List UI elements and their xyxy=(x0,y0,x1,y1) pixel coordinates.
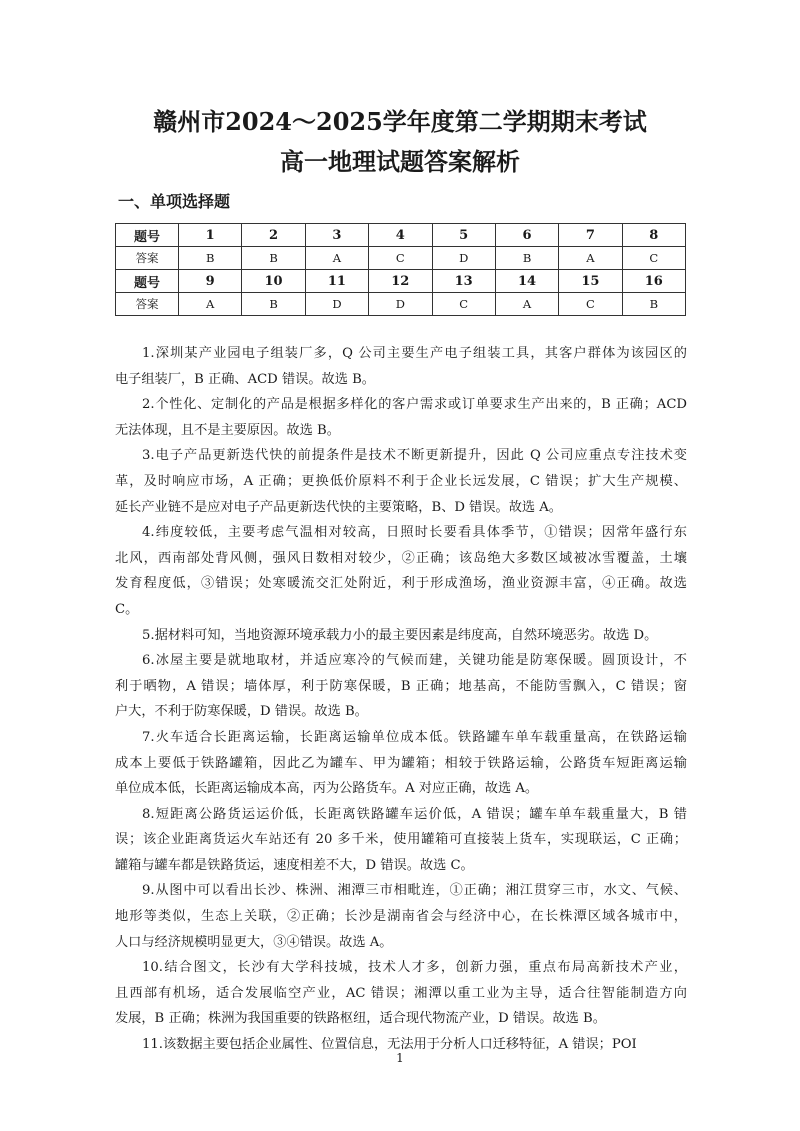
answer-table-number-row xyxy=(116,270,686,293)
answer-cell: B xyxy=(622,293,685,316)
question-number-cell: 13 xyxy=(432,270,495,293)
explanation-paragraph xyxy=(115,648,687,725)
explanation-line: 1.深圳某产业园电子组装厂多，Q 公司主要生产电子组装工具，其客户群体为该园区的 xyxy=(142,346,687,361)
answer-cell: B xyxy=(495,247,558,270)
answer-cell: B xyxy=(179,247,242,270)
answer-table-number-row xyxy=(116,224,686,247)
question-number-cell: 12 xyxy=(369,270,432,293)
explanation-line: 7.火车适合长距离运输，长距离运输单位成本低。铁路罐车单车载重量高，在铁路运输 xyxy=(142,729,687,745)
explanation-line: 8.短距离公路货运运价低，长距离铁路罐车运价低，A 错误；罐车单车载重量大，B 错 xyxy=(142,806,687,822)
explanation-line: 11.该数据主要包括企业属性、位置信息，无法用于分析人口迁移特征，A 错误；POI xyxy=(142,1037,637,1053)
answer-cell: B xyxy=(242,247,305,270)
explanation-paragraph xyxy=(115,443,687,520)
answer-cell: D xyxy=(369,293,432,316)
explanation-line: 延长产业链不是应对电子产品更新迭代快的主要策略，B、D 错误。故选 A。 xyxy=(115,499,562,515)
explanation-paragraph xyxy=(115,878,687,955)
question-number-cell: 8 xyxy=(622,224,685,247)
explanation-line: 电子组装厂，B 正确、ACD 错误。故选 B。 xyxy=(115,371,375,387)
answer-cell: A xyxy=(305,247,368,270)
explanation-line: 4.纬度较低，主要考虑气温相对较高，日照时长要看具体季节，①错误；因常年盛行东 xyxy=(142,525,687,541)
question-number-cell: 6 xyxy=(495,224,558,247)
answer-cell: C xyxy=(622,247,685,270)
explanation-line: C。 xyxy=(115,601,139,617)
explanation-paragraph xyxy=(115,802,687,879)
answer-cell: C xyxy=(559,293,622,316)
explanation-line: 成本上要低于铁路罐箱，因此乙为罐车、甲为罐箱；相较于铁路运输，公路货车短距离运输 xyxy=(115,755,687,771)
question-number-cell: 2 xyxy=(242,224,305,247)
explanation-paragraph xyxy=(115,520,687,622)
explanation-line: 10.结合图文，长沙有大学科技城，技术人才多，创新力强，重点布局高新技术产业， xyxy=(142,960,687,976)
question-number-cell: 1 xyxy=(179,224,242,247)
answer-cell: C xyxy=(369,247,432,270)
answer-cell: D xyxy=(432,247,495,270)
row-label-question-number: 题号 xyxy=(116,270,179,293)
explanation-line: 革，及时响应市场，A 正确；更换低价原料不利于企业长远发展，C 错误；扩大生产规模、 xyxy=(115,473,687,489)
explanation-line: 发展，B 正确；株洲为我国重要的铁路枢纽，适合现代物流产业，D 错误。故选 B。 xyxy=(115,1011,606,1027)
page-number: 1 xyxy=(396,1051,404,1065)
answer-cell: A xyxy=(495,293,558,316)
explanations xyxy=(115,341,687,1058)
section-heading-single-choice: 一、单项选择题 xyxy=(118,192,231,211)
question-number-cell: 10 xyxy=(242,270,305,293)
explanation-line: 3.电子产品更新迭代快的前提条件是技术不断更新提升，因此 Q 公司应重点专注技术变 xyxy=(142,448,687,464)
question-number-cell: 15 xyxy=(559,270,622,293)
row-label-answer: 答案 xyxy=(116,247,179,270)
row-label-question-number: 题号 xyxy=(116,224,179,247)
question-number-cell: 4 xyxy=(369,224,432,247)
explanation-line: 发育程度低，③错误；处寒暖流交汇处附近，利于形成渔场，渔业资源丰富，④正确。故选 xyxy=(115,576,687,592)
row-label-answer: 答案 xyxy=(116,293,179,316)
explanation-line: 无法体现，且不是主要原因。故选 B。 xyxy=(115,422,340,438)
document-title: 赣州市2024～2025学年度第二学期期末考试 xyxy=(153,107,647,136)
explanation-paragraph xyxy=(115,725,687,802)
explanation-line: 地形等类似，生态上关联，②正确；长沙是湖南省会与经济中心，在长株潭区域各城市中， xyxy=(115,909,687,925)
explanation-line: 9.从图中可以看出长沙、株洲、湘潭三市相毗连，①正确；湘江贯穿三市，水文、气候、 xyxy=(142,883,687,899)
answer-cell: A xyxy=(559,247,622,270)
answer-cell: A xyxy=(179,293,242,316)
explanation-line: 误；该企业距离货运火车站还有 20 多千米，使用罐箱可直接装上货车，实现联运，C 正确； xyxy=(115,832,687,848)
question-number-cell: 16 xyxy=(622,270,685,293)
explanation-line: 2.个性化、定制化的产品是根据多样化的客户需求或订单要求生产出来的，B 正确；ACD xyxy=(142,397,687,413)
answer-cell: D xyxy=(305,293,368,316)
question-number-cell: 3 xyxy=(305,224,368,247)
answer-table-answer-row xyxy=(116,293,686,316)
document-subtitle: 高一地理试题答案解析 xyxy=(280,147,520,176)
explanation-paragraph xyxy=(115,392,687,443)
question-number-cell: 5 xyxy=(432,224,495,247)
answer-table xyxy=(115,223,686,316)
answer-cell: C xyxy=(432,293,495,316)
question-number-cell: 14 xyxy=(495,270,558,293)
explanation-line: 利于晒物，A 错误；墙体厚，利于防寒保暖，B 正确；地基高，不能防雪飘入，C 错误；窗 xyxy=(115,678,687,694)
explanation-line: 6.冰屋主要是就地取材，并适应寒冷的气候而建，关键功能是防寒保暖。圆顶设计，不 xyxy=(142,653,687,669)
explanation-paragraph xyxy=(115,341,687,392)
explanation-paragraph xyxy=(115,623,687,649)
answer-table-answer-row xyxy=(116,247,686,270)
explanation-line: 北风，西南部处背风侧，强风日数相对较少，②正确；该岛绝大多数区域被冰雪覆盖，土壤 xyxy=(115,550,687,566)
question-number-cell: 7 xyxy=(559,224,622,247)
explanation-line: 且西部有机场，适合发展临空产业，AC 错误；湘潭以重工业为主导，适合往智能制造方向 xyxy=(115,985,687,1001)
explanation-line: 5.据材料可知，当地资源环境承载力小的最主要因素是纬度高，自然环境恶劣。故选 D。 xyxy=(142,627,658,643)
question-number-cell: 11 xyxy=(305,270,368,293)
explanation-line: 单位成本低，长距离运输成本高，丙为公路货车。A 对应正确，故选 A。 xyxy=(115,781,539,797)
explanation-line: 户大，不利于防寒保暖，D 错误。故选 B。 xyxy=(115,704,368,720)
explanation-line: 罐箱与罐车都是铁路货运，速度相差不大，D 错误。故选 C。 xyxy=(115,857,474,873)
answer-cell: B xyxy=(242,293,305,316)
explanation-paragraph xyxy=(115,955,687,1032)
explanation-line: 人口与经济规模明显更大，③④错误。故选 A。 xyxy=(115,934,393,950)
question-number-cell: 9 xyxy=(179,270,242,293)
